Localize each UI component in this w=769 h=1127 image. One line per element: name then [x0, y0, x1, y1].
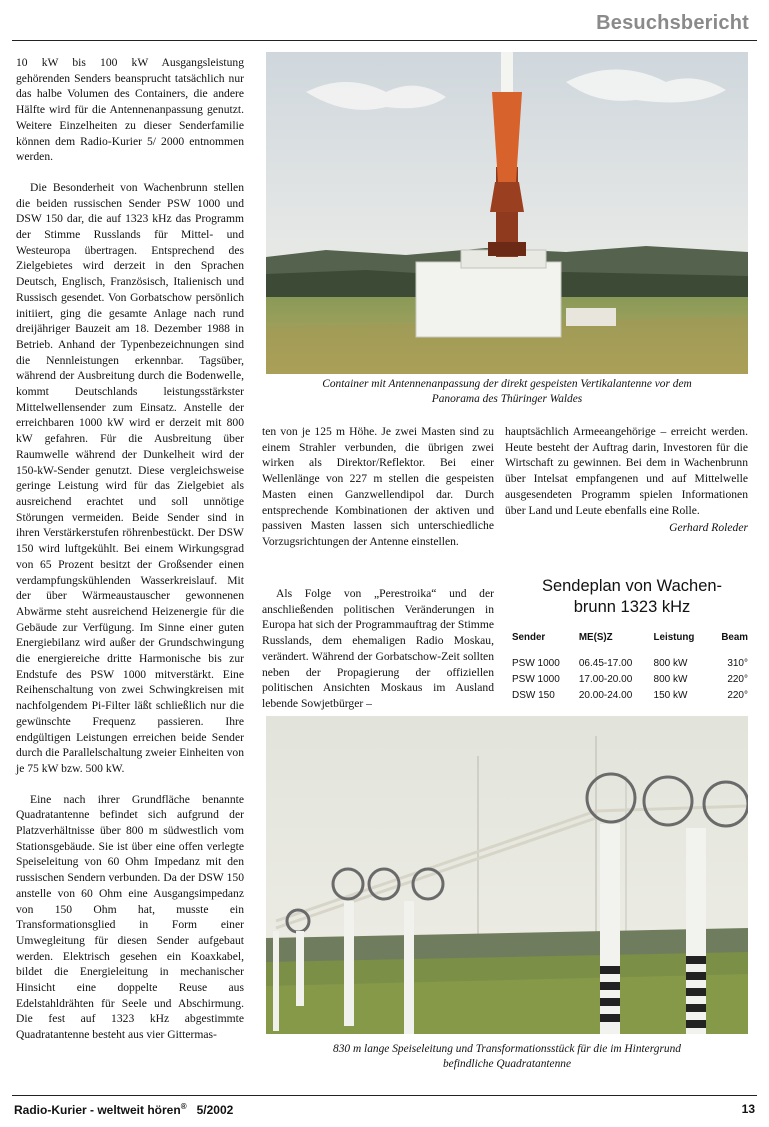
table-row: [512, 673, 748, 689]
page-number: 13: [741, 1102, 755, 1116]
cell-beam: 220°: [727, 690, 748, 701]
section-title: Besuchsbericht: [596, 12, 749, 34]
cell-beam: 310°: [727, 658, 748, 669]
caption-line: 830 m lange Speiseleitung und Transformationsstück für die im Hintergrund: [333, 1043, 681, 1055]
column-header-time: ME(S)Z: [578, 632, 613, 643]
cell-power: 800 kW: [653, 674, 688, 685]
cell-beam: 220°: [727, 674, 748, 685]
paragraph: Eine nach ihrer Grundfläche benannte Quadratantenne befindet sich aufgrund der Platzverhältnisse über 800 m südwestlich vom Stationsgebäude. Sie ist über eine offen verlegte Speiseleitung von 60 Ohm Impedanz mit den russischen Sendern verbunden. Da der DSW 150 anstelle von 60 Ohm eine Ausgangsimpedanz von 150 Ohm hat, musste ein Transformationsglied in Form einer Umwegleitung für diesen Sender aufgebaut werden. Elektrisch gesehen ein Koaxkabel, bildet die Energieleitung in mechanischer Hinsicht eine doppelte Reuse aus Edelstahldrähten für Seele und Abschirmung. Die fest auf 1323 kHz abgestimmte Quadratantenne besteht aus vier Gittermas-: [16, 792, 244, 1042]
cell-power: 800 kW: [653, 658, 688, 669]
footer-publication: [14, 1102, 233, 1117]
column-header-beam: Beam: [721, 632, 748, 643]
photo-feed-line: [266, 716, 748, 1034]
table-row: [512, 657, 748, 673]
caption-line: Panorama des Thüringer Waldes: [431, 393, 583, 405]
cell-time: 06.45-17.00: [578, 658, 633, 669]
paragraph: ten von je 125 m Höhe. Je zwei Masten sind zu einem Strahler verbunden, die übrigen zwei wirken als Direktor/Reflektor. Bei einer Wellenlänge von 227 m stellen die gespeisten Masten einen Ganzwellendipol dar. Durch entsprechende Kombinationen der aktiven und passiven Masten lassen sich unterschiedliche Vorzugsrichtungen der Antenne einstellen.: [262, 425, 494, 548]
schedule-table: [512, 632, 748, 705]
paragraph: 10 kW bis 100 kW Ausgangsleistung gehörenden Senders beansprucht tatsächlich nur das halbe Volumen des Containers, die andere Hälfte wird für die Antennenanpassung genutzt. Weitere Einzelheiten zu dieser Senderfamilie können dem Radio-Kurier 5/ 2000 entnommen werden.: [16, 56, 244, 164]
schedule-title-line: Sendeplan von Wachen-: [541, 577, 723, 595]
cell-power: 150 kW: [653, 690, 688, 701]
cell-time: 17.00-20.00: [578, 674, 633, 685]
schedule-header-row: [512, 632, 748, 657]
paragraph: Die Besonderheit von Wachenbrunn stellen die beiden russischen Sender PSW 1000 und DSW 150 dar, die auf 1323 kHz das Programm der Stimme Russlands für Mittel- und Westeuropa übertragen. Entsprechend des Zielgebietes wird derzeit in den Sprachen Deutsch, Englisch, Französisch, Italienisch und Russisch gesendet. Von Gorbatschow persönlich initiiert, ging die gesamte Anlage nach rund dreijähriger Bauzeit am 18. Dezember 1988 in Betrieb. Anhand der Typenbezeichnungen sind die Nennleistungen erkennbar. Tagsüber, während der Ausbreitung durch die Bodenwelle, kommt Deutschlands leistungsstärkster Mittelwellensender zum Einsatz. Anstelle der erreichbaren 1000 kW wird er derzeit mit 800 kW gefahren. Für die Ausbreitung über Raumwelle während der Dunkelheit wird der 150-kW-Sender genutzt. Diese vergleichsweise geringe Leistung wird für das Zielgebiet als ausreichend erachtet und soll unnötige Störungen vermeiden. Beide Sender sind in ihren Verstärkerstufen röhrenbestückt. Der DSW 150 wird luftgekühlt. Bei einem Wirkungsgrad von 65 Prozent besitzt der Großsender einen verdampfungskühlenden Wasserkreislauf. Mit der über Wärmeaustauscher gewonnenen Abwärme steht ausreichend Heizenergie für die Gebäude zur Verfügung. Im Sinne einer guten Energiebilanz wird außer der Grundschwingung die energiereiche dritte Harmonische bis zur Endstufe des PSW 1000 mitverstärkt. Eine Reihenschaltung von zwei Schwingkreisen mit nachfolgendem Pi-Filter läßt schließlich nur die gewünschte Frequenz passieren. Ihre endgültigen Leistungen erreichen beide Sender durch die Parallelschaltung zweier Einheiten von je 75 kW bzw. 500 kW.: [16, 180, 244, 775]
photo-container-antenna: [266, 52, 748, 374]
magazine-name: Radio-Kurier - weltweit hören: [14, 1103, 181, 1117]
paragraph: Als Folge von „Perestroika“ und der anschließenden politischen Veränderungen in Europa hat sich der Programmauftrag der Stimme Russlands, dem ehemaligen Radio Moskau, verändert. Während der Gorbatschow-Zeit sollten neben der Propagierung der offiziellen politischen Ansichten Moskaus im Ausland lebende Sowjetbürger –: [262, 587, 494, 710]
caption-line: Container mit Antennenanpassung der direkt gespeisten Vertikalantenne vor dem: [322, 378, 692, 390]
article-column-2-lower: [262, 586, 494, 712]
page-footer: [12, 1095, 757, 1120]
article-column-1: [16, 55, 244, 1043]
paragraph: hauptsächlich Armeeangehörige – erreicht werden. Heute besteht der Auftrag darin, Investoren für die Wirtschaft zu gewinnen. Bei dem in Wachenbrunn über Intelsat empfangenen und auf Mittelwelle ausgesendeten Programm spielen Informationen über Land und Leute ebenfalls eine Rolle.: [505, 425, 748, 517]
article-column-3: [505, 424, 748, 536]
caption-line: befindliche Quadratantenne: [442, 1058, 572, 1070]
author-signature: Gerhard Roleder: [669, 521, 748, 535]
article-column-2: [262, 424, 494, 550]
cell-sender: PSW 1000: [512, 674, 560, 685]
column-header-power: Leistung: [653, 632, 695, 643]
cell-time: 20.00-24.00: [578, 690, 633, 701]
issue-number: 5/2002: [196, 1103, 234, 1117]
broadcast-schedule: [512, 576, 752, 705]
cell-sender: PSW 1000: [512, 658, 560, 669]
photo-caption-1: [266, 377, 748, 407]
page-header: [12, 6, 757, 41]
cell-sender: DSW 150: [512, 690, 555, 701]
schedule-title-line: brunn 1323 kHz: [573, 598, 691, 616]
column-header-sender: Sender: [512, 632, 546, 643]
schedule-title: [512, 576, 752, 618]
table-row: [512, 689, 748, 705]
photo-caption-2: [266, 1042, 748, 1072]
registered-mark: ®: [180, 1102, 187, 1111]
